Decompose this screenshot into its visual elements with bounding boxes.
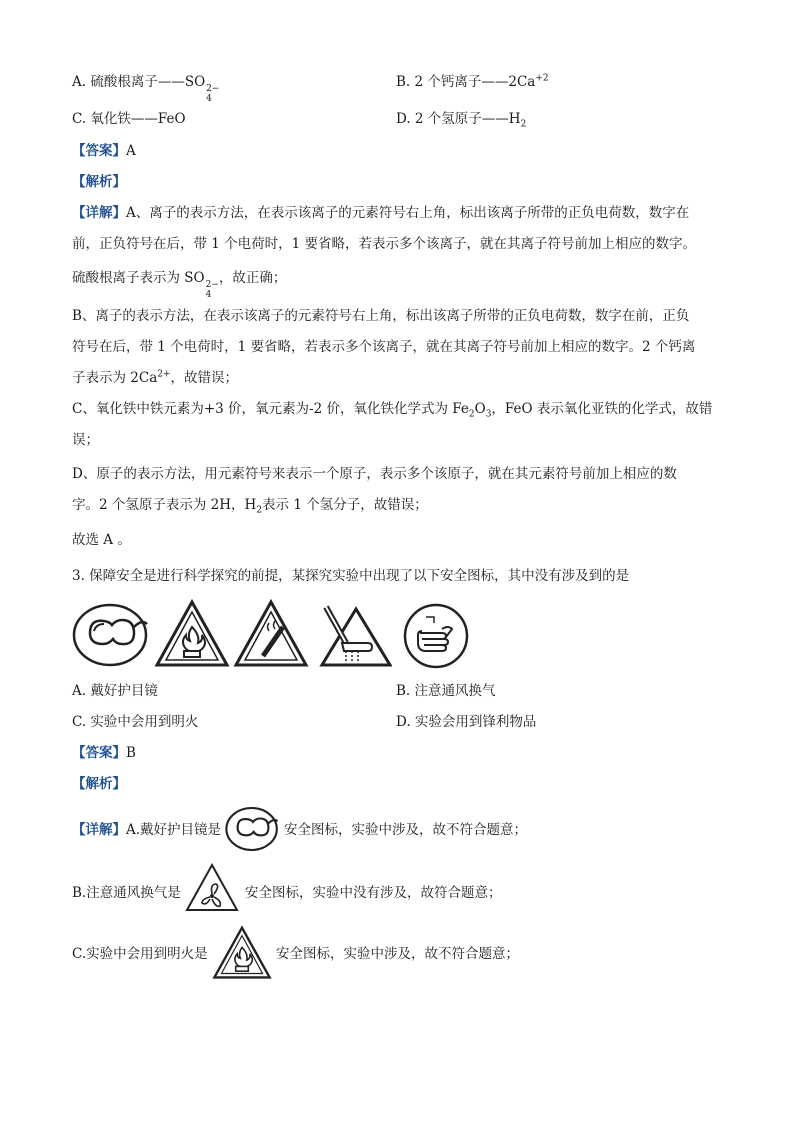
q3-detail-b-post-line — [245, 883, 502, 903]
q3-stem-text: 3. 保障安全是进行科学探究的前提，某探究实验中出现了以下安全图标，其中没有涉及到的是 — [72, 568, 630, 584]
q3-option-a-text: A. 戴好护目镜 — [72, 683, 158, 699]
c-line1-post: ，FeO 表示氧化亚铁的化学式，故错 — [491, 401, 713, 417]
conclusion-text: 故选 A 。 — [72, 532, 131, 548]
q3-answer — [72, 743, 136, 763]
b-line1-text: B、离子的表示方法，在表示该离子的元素符号右上角，标出该离子所带的正负电荷数，数字在前，正负 — [72, 308, 690, 324]
d-line2-post: 表示 1 个氢分子，故错误； — [262, 497, 428, 513]
q2-d-line2 — [72, 495, 428, 515]
goggles-icon — [72, 603, 152, 667]
d-line1-text: D、原子的表示方法，用元素符号来表示一个原子，表示多个该原子，就在其元素符号前加上相应的数 — [72, 466, 677, 482]
analysis-tag: 【解析】 — [72, 174, 126, 190]
q3-analysis-tag — [72, 774, 126, 794]
q3-detail-a — [72, 820, 221, 840]
option-b-text: B. 2 个钙离子——2Ca — [396, 74, 536, 90]
q3-detail-a-post-line — [284, 820, 527, 840]
option-b — [396, 72, 549, 92]
q2-answer — [72, 141, 136, 161]
q3-detail-c-pre: C.实验中会用到明火是 — [72, 946, 208, 962]
q3-detail-b-post: 安全图标，实验中没有涉及，故符合题意； — [245, 885, 502, 901]
q3-detail-b-pre: B.注意通风换气是 — [72, 885, 181, 901]
q2-analysis-tag — [72, 172, 126, 192]
q3-detail-c — [72, 944, 208, 964]
b-line3-sup: 2+ — [157, 369, 171, 380]
sharp-objects-icon — [316, 603, 392, 669]
q3-detail-tag: 【详解】 — [72, 822, 126, 838]
option-c — [72, 109, 186, 129]
answer-tag: 【答案】 — [72, 143, 126, 159]
option-a-sup: 2− — [206, 84, 220, 94]
q3-option-c-text: C. 实验中会用到明火 — [72, 714, 199, 730]
q3-option-d-text: D. 实验会用到锋利物品 — [396, 714, 537, 730]
a-line2-text: 前，正负符号在后，带 1 个电荷时，1 要省略，若表示多个该离子，就在其离子符号前加上相应的数字。 — [72, 236, 697, 252]
q3-detail-a-pre: A.戴好护目镜是 — [126, 822, 222, 838]
hand-protection-icon — [402, 603, 472, 669]
q3-detail-c-post-line — [276, 944, 519, 964]
hot-surface-icon — [233, 599, 309, 669]
q3-answer-value: B — [126, 745, 136, 761]
option-d — [396, 109, 526, 129]
d-line2-pre: 字。2 个氢原子表示为 2H，H — [72, 497, 257, 513]
c-line2-text: 误； — [72, 432, 99, 448]
q2-a-line2 — [72, 234, 696, 254]
option-c-text: C. 氧化铁——FeO — [72, 111, 186, 127]
q3-option-d — [396, 712, 536, 732]
ventilation-fan-icon — [184, 862, 240, 918]
q2-b-line3 — [72, 368, 238, 388]
q2-b-line1 — [72, 306, 689, 326]
option-a-sub: 4 — [206, 94, 212, 104]
c-line1-mid: O — [474, 401, 486, 417]
q2-b-line2 — [72, 337, 695, 357]
q3-analysis-tag-text: 【解析】 — [72, 776, 126, 792]
answer-value: A — [126, 143, 136, 159]
q2-c-line2 — [72, 430, 99, 450]
q3-detail-a-post: 安全图标，实验中涉及，故不符合题意； — [284, 822, 527, 838]
q2-d-line1 — [72, 464, 677, 484]
b-line3-pre: 子表示为 2Ca — [72, 370, 158, 386]
q3-stem — [72, 566, 629, 586]
q3-option-b — [396, 681, 496, 701]
detail-tag: 【详解】 — [72, 205, 126, 221]
option-a — [72, 72, 219, 104]
a-line1-text: A、离子的表示方法，在表示该离子的元素符号右上角，标出该离子所带的正负电荷数，数字在 — [126, 205, 690, 221]
a-line3-sup: 2− — [205, 280, 219, 290]
c-line1-pre: C、氧化铁中铁元素为+3 价，氧元素为-2 价，氧化铁化学式为 Fe — [72, 401, 469, 417]
q2-c-line1 — [72, 399, 712, 419]
q2-conclusion — [72, 530, 131, 550]
option-a-text: A. 硫酸根离子——SO — [72, 74, 206, 90]
a-line3-sub: 4 — [205, 290, 212, 300]
c-line1-sub2: 3 — [485, 409, 492, 420]
option-d-text: D. 2 个氢原子——H — [396, 111, 521, 127]
q3-option-c — [72, 712, 198, 732]
a-line3-post: ，故正确； — [218, 270, 287, 286]
q3-option-a — [72, 681, 158, 701]
q3-option-b-text: B. 注意通风换气 — [396, 683, 496, 699]
a-line3-pre: 硫酸根离子表示为 SO — [72, 270, 205, 286]
open-flame-icon-small — [212, 925, 272, 985]
b-line3-post: ，故错误； — [170, 370, 239, 386]
b-line2-text: 符号在后，带 1 个电荷时，1 要省略，若表示多个该离子，就在其离子符号前加上相应的数字。2 个钙离 — [72, 339, 696, 355]
d-line2-sub: 2 — [256, 505, 263, 516]
goggles-icon-small — [225, 805, 281, 857]
q2-a-line1 — [72, 203, 689, 223]
open-flame-icon — [154, 599, 230, 669]
c-line1-sub1: 2 — [468, 409, 475, 420]
option-b-sup: +2 — [535, 73, 549, 84]
q3-detail-b — [72, 883, 181, 903]
q2-a-line3 — [72, 268, 286, 300]
option-d-sub: 2 — [520, 119, 527, 130]
q3-detail-c-post: 安全图标，实验中涉及，故不符合题意； — [276, 946, 519, 962]
q3-answer-tag: 【答案】 — [72, 745, 126, 761]
